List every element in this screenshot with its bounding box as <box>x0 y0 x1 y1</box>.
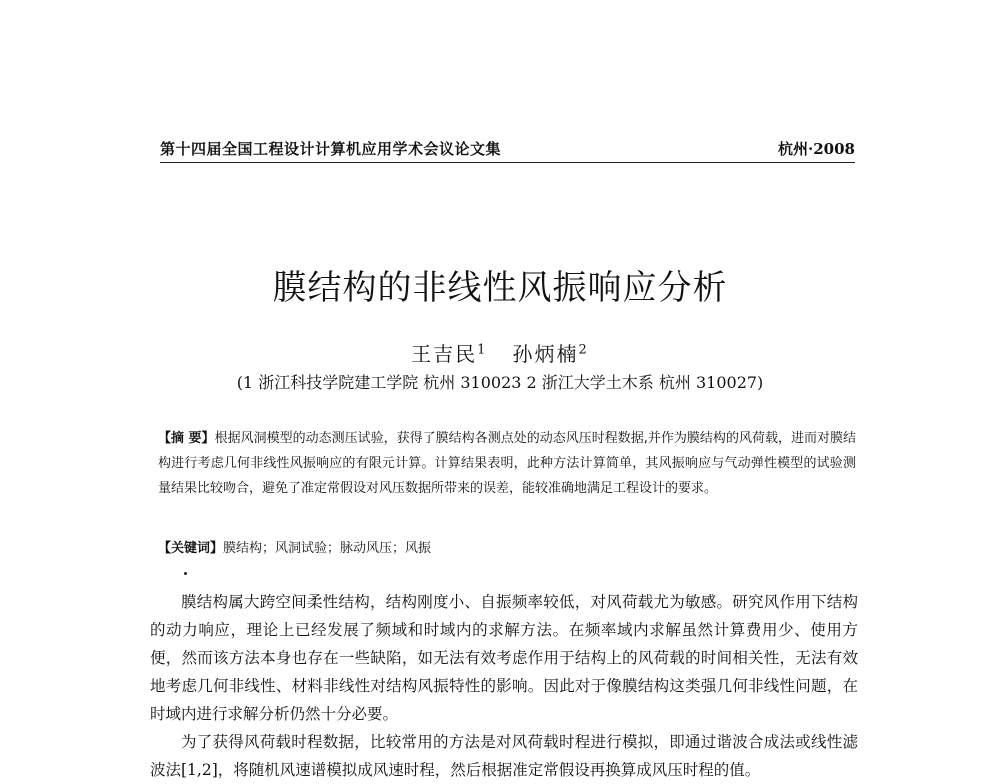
abstract <box>158 426 856 501</box>
keywords-label: 【关键词】 <box>158 541 224 556</box>
author-list <box>0 338 1000 367</box>
keywords <box>158 536 856 561</box>
author-affiliation-mark: 2 <box>578 342 589 358</box>
stray-mark <box>184 572 187 575</box>
abstract-text: 根据风洞模型的动态测压试验，获得了膜结构各测点处的动态风压时程数据,并作为膜结构的风荷载，进而对膜结构进行考虑几何非线性风振响应的有限元计算。计算结果表明，此种方法计算简单，其风振响应与气动弹性模型的试验测量结果比较吻合，避免了准定常假设对风压数据所带来的误差，能较准确地满足工程设计的要求。 <box>158 431 856 496</box>
keywords-text: 膜结构；风洞试验；脉动风压；风振 <box>223 541 432 556</box>
running-header <box>160 138 855 163</box>
affiliation: (1 浙江科技学院建工学院 杭州 310023 2 浙江大学土木系 杭州 310027) <box>236 373 764 392</box>
venue-year: 杭州·2008 <box>778 140 855 158</box>
author-name: 王吉民 <box>411 342 478 366</box>
body-paragraph: 膜结构属大跨空间柔性结构，结构刚度小、自振频率较低，对风荷载尤为敏感。研究风作用下结构的动力响应，理论上已经发展了频域和时域内的求解方法。在频率域内求解虽然计算费用少、使用方便，然而该方法本身也存在一些缺陷，如无法有效考虑作用于结构上的风荷载的时间相关性，无法有效地考虑几何非线性、材料非线性对结构风振特性的影响。因此对于像膜结构这类强几何非线性问题，在时域内进行求解分析仍然十分必要。 <box>150 593 858 723</box>
paper-title: 膜结构的非线性风振响应分析 <box>272 268 728 308</box>
author-affiliation-mark: 1 <box>477 342 488 358</box>
body-paragraph: 为了获得风荷载时程数据，比较常用的方法是对风荷载时程进行模拟，即通过谐波合成法或线性滤波法[1,2]，将随机风速谱模拟成风速时程，然后根据准定常假设再换算成风压时程的值。 <box>150 733 858 779</box>
proceedings-title: 第十四届全国工程设计计算机应用学术会议论文集 <box>160 140 502 158</box>
body-text <box>150 588 858 784</box>
author-name: 孙炳楠 <box>512 342 579 366</box>
abstract-label: 【摘 要】 <box>158 431 215 446</box>
